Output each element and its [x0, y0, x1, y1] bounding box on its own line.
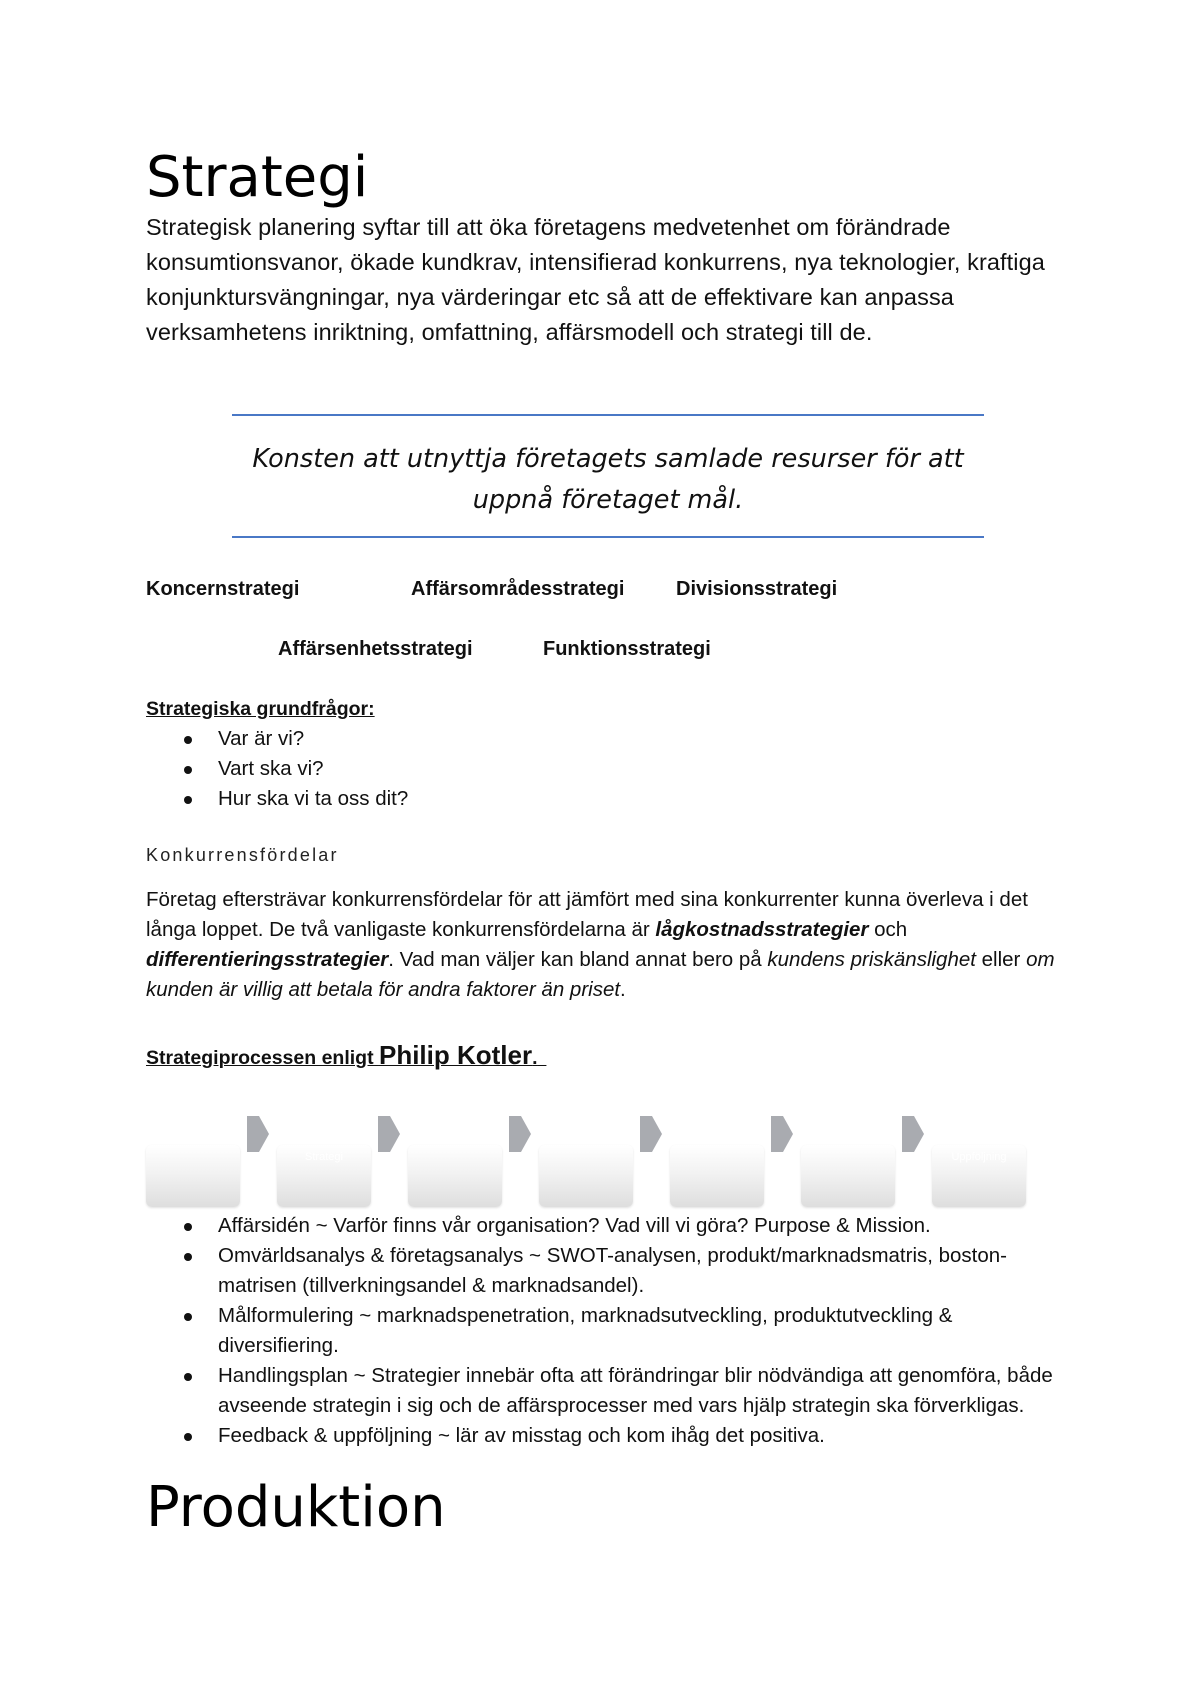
konkurrens-text-5: .	[620, 978, 626, 1001]
process-arrow-icon	[509, 1110, 531, 1158]
strategy-level-funktion: Funktionsstrategi	[543, 638, 711, 660]
process-box	[801, 1145, 895, 1207]
list-item: Handlingsplan ~ Strategier innebär ofta att förändringar blir nödvändiga att genomföra, både avseende strategin i sig och de affärsprocesser med vars hjälp strategin ska förverkligas.	[146, 1361, 1066, 1421]
list-item: Var är vi?	[146, 724, 408, 754]
list-item: Omvärldsanalys & företagsanalys ~ SWOT-analysen, produkt/marknadsmatris, boston-matrisen (tillverkningsandel & marknadsandel).	[146, 1241, 1066, 1301]
process-arrow-icon	[247, 1110, 269, 1158]
list-item: Hur ska vi ta oss dit?	[146, 784, 408, 814]
quote-rule-top	[232, 414, 984, 416]
grundfragor-heading: Strategiska grundfrågor:	[146, 698, 375, 720]
konkurrens-bold-1: lågkostnadsstrategier	[655, 918, 869, 941]
konkurrens-bold-2: differentieringsstrategier	[146, 948, 389, 971]
konkurrens-italic-2: om kunden är villig att betala för andra faktorer än priset	[146, 948, 1055, 1001]
konkurrens-heading: Konkurrensfördelar	[146, 845, 339, 865]
list-item: Vart ska vi?	[146, 754, 408, 784]
strategi-title: Strategi	[146, 145, 369, 210]
kotler-heading-a: Strategiprocessen enligt	[146, 1047, 379, 1069]
quote-block	[232, 439, 984, 521]
strategy-level-affarsenhet: Affärsenhetsstrategi	[278, 638, 473, 660]
konkurrens-paragraph	[146, 885, 1076, 1005]
produktion-title: Produktion	[146, 1475, 446, 1540]
process-box	[408, 1145, 502, 1207]
konkurrens-text-3: . Vad man väljer kan bland annat bero på	[388, 948, 768, 971]
process-box	[146, 1145, 240, 1207]
list-item: Målformulering ~ marknadspenetration, marknadsutveckling, produktutveckling & diversifiering.	[146, 1301, 1066, 1361]
process-box: Strategi	[277, 1145, 371, 1207]
process-diagram	[146, 1110, 1026, 1210]
kotler-heading	[146, 1040, 546, 1071]
quote-rule-bottom	[232, 536, 984, 538]
strategi-intro: Strategisk planering syftar till att öka företagens medvetenhet om förändrade konsumtionsvanor, ökade kundkrav, intensifierad konkurrens, nya teknologier, kraftiga konjunktursvängningar, nya värderingar etc så att de effektivare kan anpassa verksamhetens inriktning, omfattning, affärsmodell och strategi till de.	[146, 214, 1045, 345]
kotler-list	[146, 1211, 1066, 1451]
process-arrow-icon	[640, 1110, 662, 1158]
konkurrens-text-4: eller	[975, 948, 1027, 971]
konkurrens-text-1: Företag eftersträvar konkurrensfördelar för att jämfört med sina konkurrenter kunna överleva i det långa loppet. De två vanligaste konkurrensfördelarna är	[146, 888, 1028, 941]
grundfragor-list	[146, 724, 408, 814]
kotler-heading-b: Philip Kotler	[378, 1040, 533, 1070]
quote-line-1: Konsten att utnyttja företagets samlade resurser för att	[252, 444, 964, 474]
process-arrow-icon	[771, 1110, 793, 1158]
process-box: Uppföljning	[932, 1145, 1026, 1207]
strategy-level-affarsomrade: Affärsområdesstrategi	[411, 578, 625, 600]
process-box	[539, 1145, 633, 1207]
strategy-level-division: Divisionsstrategi	[676, 578, 838, 600]
list-item: Feedback & uppföljning ~ lär av misstag och kom ihåg det positiva.	[146, 1421, 1066, 1451]
strategy-level-koncern: Koncernstrategi	[146, 578, 300, 600]
process-box	[670, 1145, 764, 1207]
list-item: Affärsidén ~ Varför finns vår organisation? Vad vill vi göra? Purpose & Mission.	[146, 1211, 1066, 1241]
konkurrens-text-2: och	[868, 918, 908, 941]
quote-line-2: uppnå företaget mål.	[472, 485, 744, 515]
kotler-heading-c: .	[532, 1047, 538, 1069]
process-arrow-icon	[378, 1110, 400, 1158]
process-arrow-icon	[902, 1110, 924, 1158]
konkurrens-italic-1: kundens priskänslighet	[767, 948, 976, 971]
